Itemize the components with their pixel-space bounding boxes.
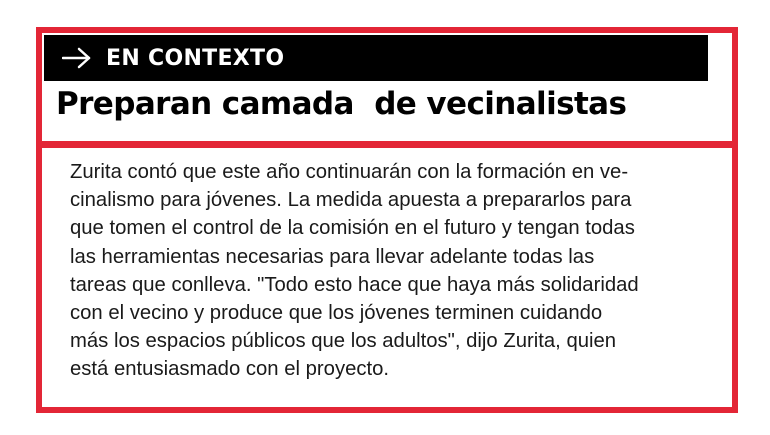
kicker-label: EN CONTEXTO (106, 45, 285, 71)
arrow-right-icon (62, 46, 92, 70)
body-text: Zurita contó que este año continuarán con la formación en ve- cinalismo para jóvenes. La medida apuesta a prepararlos para que tomen el control de la comisión en el futuro y tengan todas las herramientas necesarias para llevar adelante todas las tareas que conlleva. "Todo esto hace que haya más solidaridad con el vecino y produce que los jóvenes terminen cuidando más los espacios públicos que los adultos", dijo Zurita, quien está entusiasmado con el proyecto. (70, 161, 639, 381)
kicker-bar (44, 35, 708, 81)
headline: Preparan camada de vecinalistas (56, 86, 627, 122)
section-divider (36, 141, 738, 148)
